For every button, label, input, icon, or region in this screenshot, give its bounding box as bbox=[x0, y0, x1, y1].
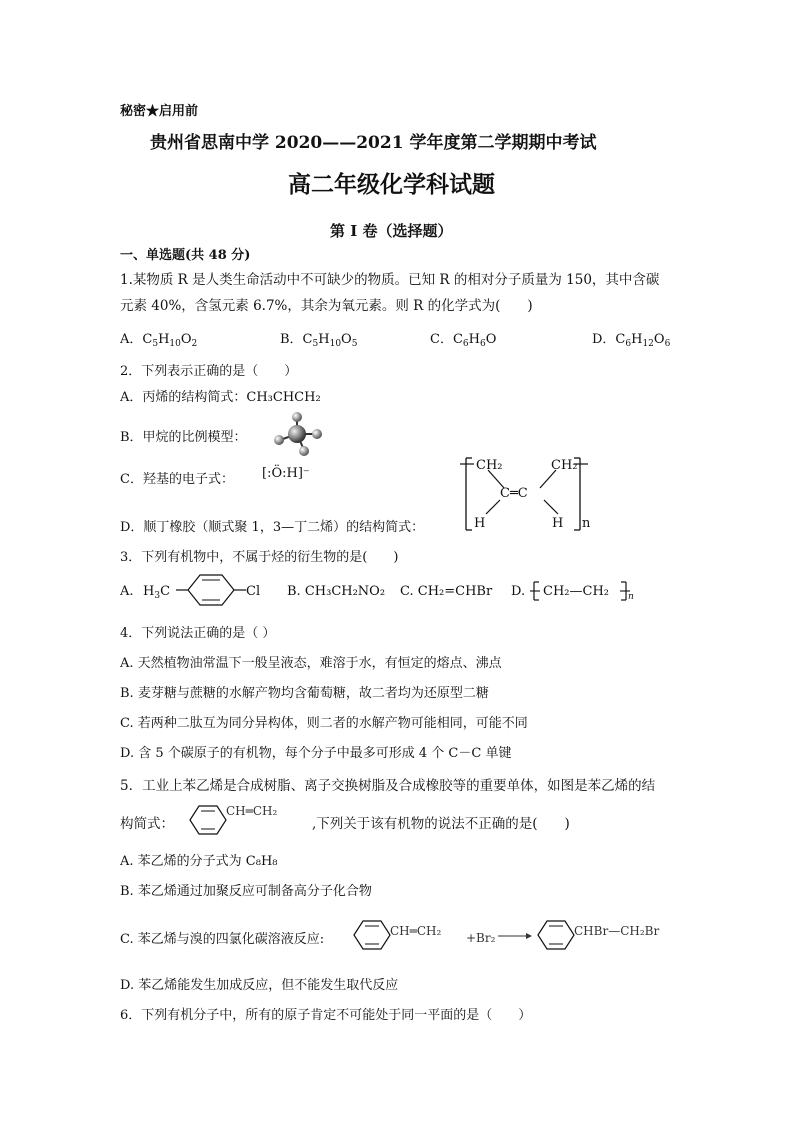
q4-stem: 4．下列说法正确的是（ ） bbox=[120, 626, 276, 641]
exam-title: 贵州省思南中学 2020——2021 学年度第二学期期中考试 bbox=[150, 133, 597, 153]
q1-option-d: D．$C_6H_{12}O_6$ bbox=[592, 332, 671, 349]
q3-option-a-cl: Cl bbox=[246, 584, 261, 599]
reactant-side-chain: CH═CH₂ bbox=[390, 924, 442, 938]
q5-stem-line2-end: ,下列关于该有机物的说法不正确的是( ) bbox=[312, 816, 570, 832]
q3-a-h: H bbox=[143, 584, 155, 599]
q3-option-b: B. CH₃CH₂NO₂ bbox=[287, 584, 386, 599]
q5-option-a: A. 苯乙烯的分子式为 C₈H₈ bbox=[120, 854, 278, 869]
q2-d-n: n bbox=[582, 516, 591, 531]
reaction-arrow-icon bbox=[498, 930, 532, 942]
q2-option-b: B．甲烷的比例模型： bbox=[120, 430, 247, 445]
q2-d-ch2-right: CH₂ bbox=[551, 458, 578, 473]
q2-option-c: C．羟基的电子式： bbox=[120, 472, 234, 487]
styrene-benzene-icon bbox=[186, 803, 230, 837]
q2-option-d: D．顺丁橡胶（顺式聚 1，3—丁二烯）的结构简式： bbox=[120, 520, 425, 535]
q2-d-ch2-left: CH₂ bbox=[476, 458, 503, 473]
q1-option-a: A．$C_5H_{10}O_2$ bbox=[120, 332, 198, 349]
q1-option-c-label: C．C bbox=[430, 332, 463, 347]
q3-stem: 3．下列有机物中，不属于烃的衍生物的是( ) bbox=[120, 550, 399, 565]
q3-option-d-formula: CH₂—CH₂ bbox=[543, 584, 609, 599]
q2-d-h-right: H bbox=[552, 516, 564, 531]
q5-stem-line1: 5．工业上苯乙烯是合成树脂、离子交换树脂及合成橡胶等的重要单体，如图是苯乙烯的结 bbox=[120, 778, 656, 794]
q1-option-a-label: A．C bbox=[120, 332, 153, 347]
styrene-side-chain: CH═CH₂ bbox=[226, 804, 278, 818]
benzene-ring-icon bbox=[176, 572, 250, 610]
hydroxyl-electron-formula: [:Ö:H]⁻ bbox=[262, 466, 310, 481]
q3-option-c: C. CH₂=CHBr bbox=[400, 584, 493, 599]
q5-option-d: D. 苯乙烯能发生加成反应，但不能发生取代反应 bbox=[120, 978, 399, 993]
secret-label: 秘密★启用前 bbox=[120, 104, 199, 119]
q3-option-a-label: A. bbox=[120, 584, 134, 599]
reactant-br2: +Br₂ bbox=[466, 931, 496, 945]
q1-option-b: B．$C_5H_{10}O_5$ bbox=[280, 332, 358, 349]
q6-stem: 6．下列有机分子中，所有的原子肯定不可能处于同一平面的是（ ） bbox=[120, 1008, 532, 1023]
volume-heading: 第 I 卷（选择题） bbox=[330, 222, 453, 240]
q1-stem-line2: 元素 40%，含氢元素 6.7%，其余为氧元素。则 R 的化学式为( ) bbox=[120, 298, 533, 314]
q1-stem-line1: 1.某物质 R 是人类生命活动中不可缺少的物质。已知 R 的相对分子质量为 150，其中含碳 bbox=[120, 272, 660, 288]
q3-option-a-methyl: $H_3C$ bbox=[143, 584, 171, 601]
q5-option-c: C. 苯乙烯与溴的四氯化碳溶液反应: bbox=[120, 932, 325, 947]
q2-stem: 2．下列表示正确的是（ ） bbox=[120, 364, 298, 379]
q1-option-b-label: B．C bbox=[280, 332, 313, 347]
q4-option-a: A. 天然植物油常温下一般呈液态，难溶于水，有恒定的熔点、沸点 bbox=[120, 656, 502, 671]
q2-option-a: A．丙烯的结构简式：CH₃CHCH₂ bbox=[120, 390, 321, 405]
q5-option-b: B. 苯乙烯通过加聚反应可制备高分子化合物 bbox=[120, 884, 372, 899]
q1-option-d-label: D．C bbox=[592, 332, 626, 347]
q4-option-c: C. 若两种二肽互为同分异构体，则二者的水解产物可能相同，可能不同 bbox=[120, 716, 528, 731]
q2-d-double-bond: C═C bbox=[500, 486, 528, 501]
q3-option-d-label: D. bbox=[511, 584, 526, 599]
q4-option-d: D. 含 5 个碳原子的有机物，每个分子中最多可形成 4 个 C－C 单键 bbox=[120, 746, 512, 761]
section-heading: 一、单选题(共 48 分) bbox=[120, 248, 251, 263]
q2-d-h-left: H bbox=[474, 516, 486, 531]
q3-a-c: C bbox=[160, 584, 171, 599]
reactant-benzene-icon bbox=[352, 918, 392, 952]
product-benzene-icon bbox=[536, 918, 576, 952]
product-side-chain: CHBr—CH₂Br bbox=[574, 924, 660, 938]
q3-option-d-n: n bbox=[628, 592, 634, 602]
q4-option-b: B. 麦芽糖与蔗糖的水解产物均含葡萄糖，故二者均为还原型二糖 bbox=[120, 686, 489, 701]
methane-model-icon bbox=[270, 410, 330, 458]
exam-subtitle: 高二年级化学科试题 bbox=[288, 171, 495, 198]
q5-stem-line2-start: 构简式： bbox=[120, 816, 174, 832]
q1-option-c: C．$C_6H_6O$ bbox=[430, 332, 497, 349]
